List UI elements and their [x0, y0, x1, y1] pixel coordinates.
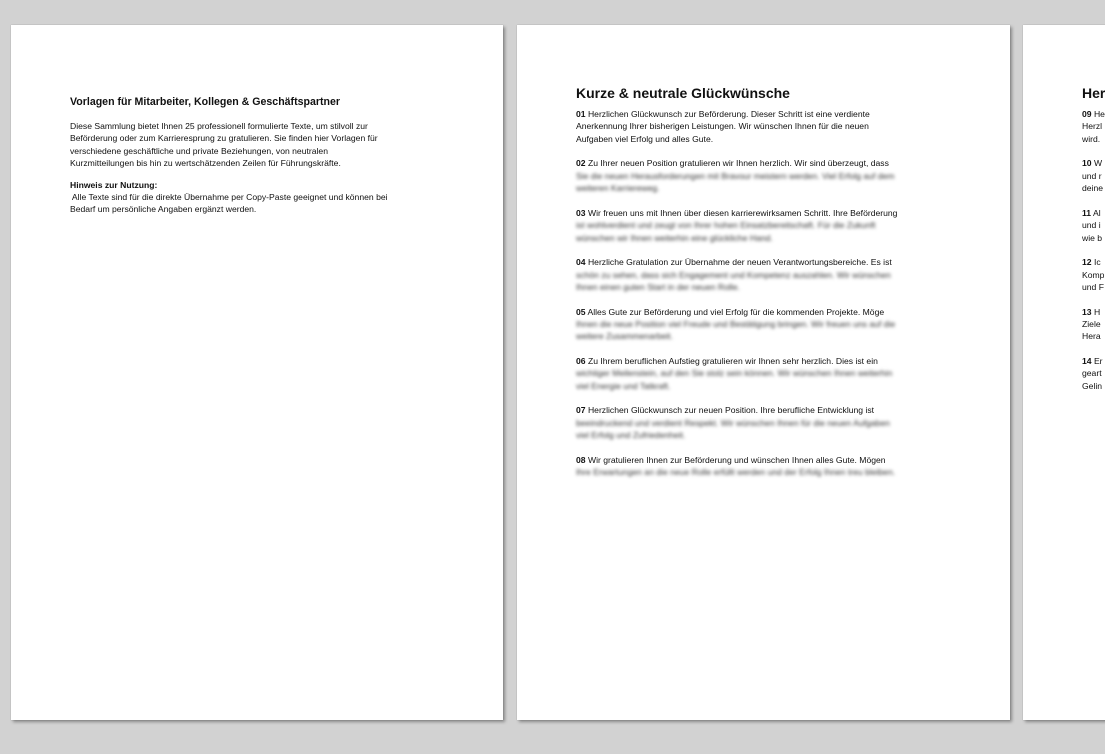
- entry-line: Aufgaben viel Erfolg und alles Gute.: [576, 133, 714, 144]
- entry-line: wie b: [1082, 232, 1103, 243]
- entry-text: W: [1093, 158, 1103, 169]
- greeting-entry: [1082, 157, 1105, 194]
- entry-line: Gelin: [1082, 380, 1103, 391]
- section-heading: Kurze & neutrale Glückwünsche: [576, 85, 790, 101]
- document-page-3: [1023, 25, 1105, 720]
- greeting-entry: [1082, 355, 1105, 392]
- entry-line: und i: [1082, 220, 1101, 231]
- entry-number: 14: [1082, 356, 1092, 367]
- entry-text: Wir gratulieren Ihnen zur Beförderung und wünschen Ihnen alles Gute. Mögen: [587, 454, 886, 465]
- entry-blurred-line: weitere Zusammenarbeit.: [576, 331, 673, 342]
- greeting-entry: [576, 256, 956, 293]
- entry-text: H: [1093, 306, 1101, 317]
- usage-note-title: Hinweis zur Nutzung:: [70, 179, 158, 190]
- greeting-entry: [576, 108, 956, 145]
- entry-first-line: [576, 454, 956, 466]
- entry-blurred-line: ist wohlverdient und zeugt von Ihrer hohen Einsatzbereitschaft. Für die Zukunft: [576, 220, 876, 231]
- entry-line: [1082, 207, 1105, 219]
- greeting-entry: [576, 454, 956, 479]
- entry-first-line: [576, 207, 956, 219]
- greeting-entry: [1082, 306, 1105, 343]
- entry-number: 02: [576, 158, 586, 169]
- entry-line: Komp: [1082, 269, 1105, 280]
- entry-number: 04: [576, 257, 586, 268]
- entry-number: 05: [576, 306, 586, 317]
- entry-first-line: [576, 404, 956, 416]
- entry-number: 10: [1082, 158, 1092, 169]
- entry-blurred-line: Ihnen einen guten Start in der neuen Rolle.: [576, 282, 740, 293]
- entry-blurred-line: weiteren Karriereweg.: [576, 183, 660, 194]
- entry-first-line: [576, 157, 956, 169]
- entry-number: 01: [576, 109, 586, 119]
- usage-note: [70, 179, 450, 216]
- greeting-entry: [576, 306, 956, 343]
- entry-first-line: [576, 256, 956, 268]
- usage-note-line: Alle Texte sind für die direkte Übernahme per Copy-Paste geeignet und können bei: [70, 192, 388, 203]
- entry-blurred-line: viel Energie und Tatkraft.: [576, 380, 671, 391]
- entry-text: Zu Ihrem beruflichen Aufstieg gratulieren wir Ihnen sehr herzlich. Dies ist ein: [587, 356, 878, 367]
- intro-line: verschiedene geschäftliche und private Beziehungen, von neutralen: [70, 145, 328, 156]
- page-3-content: [1082, 84, 1105, 404]
- entry-line: Ziele: [1082, 319, 1101, 330]
- entry-line: Hera: [1082, 331, 1101, 342]
- entry-blurred-line: beeindruckend und verdient Respekt. Wir wünschen Ihnen für die neuen Aufgaben: [576, 417, 890, 428]
- entry-line: [1082, 256, 1105, 268]
- entry-text: Wir freuen uns mit Ihnen über diesen karrierewirksamen Schritt. Ihre Beförderung: [587, 207, 898, 218]
- entry-blurred-line: Ihnen die neue Position viel Freude und Bestätigung bringen. Wir freuen uns auf die: [576, 319, 896, 330]
- intro-line: Diese Sammlung bietet Ihnen 25 professionell formulierte Texte, um stilvoll zur: [70, 121, 368, 131]
- usage-note-line: Bedarf um persönliche Angaben ergänzt werden.: [70, 204, 257, 215]
- entry-text: Ic: [1093, 257, 1101, 268]
- intro-line: Kurzmitteilungen bis hin zu wertschätzenden Zeilen für Führungskräfte.: [70, 158, 341, 169]
- intro-line: Beförderung oder zum Karrieresprung zu gratulieren. Sie finden hier Vorlagen für: [70, 133, 378, 144]
- page-2-content: [576, 84, 956, 491]
- section-heading: Vorlagen für Mitarbeiter, Kollegen & Geschäftspartner: [70, 96, 341, 108]
- entry-line: Herzl: [1082, 121, 1103, 132]
- entry-line: wird.: [1082, 133, 1101, 144]
- greeting-entry: [576, 355, 956, 392]
- entry-blurred-line: wichtiger Meilenstein, auf den Sie stolz sein können. Wir wünschen Ihnen weiterhin: [576, 368, 893, 379]
- document-page-2: [517, 25, 1010, 720]
- greeting-entry: [576, 157, 956, 194]
- entry-number: 13: [1082, 306, 1092, 317]
- entry-first-line: [576, 108, 956, 120]
- entry-line: und F: [1082, 282, 1104, 293]
- greeting-entry: [1082, 207, 1105, 244]
- entry-blurred-line: schön zu sehen, dass sich Engagement und Kompetenz auszahlen. Wir wünschen: [576, 269, 891, 280]
- entry-line: [1082, 157, 1105, 169]
- entry-number: 08: [576, 454, 586, 465]
- entry-text: Herzlichen Glückwunsch zur neuen Position. Ihre berufliche Entwicklung ist: [587, 405, 875, 416]
- greeting-entry: [1082, 108, 1105, 145]
- greeting-entry: [1082, 256, 1105, 293]
- greeting-entry: [576, 404, 956, 441]
- entry-text: Zu Ihrer neuen Position gratulieren wir Ihnen herzlich. Wir sind überzeugt, dass: [587, 158, 889, 169]
- section-heading: Her: [1082, 85, 1105, 101]
- entry-line: [1082, 108, 1105, 120]
- entry-line: und r: [1082, 170, 1102, 181]
- document-page-1: [11, 25, 503, 720]
- entry-number: 12: [1082, 257, 1092, 268]
- entry-line: deine: [1082, 183, 1104, 194]
- entry-line: geart: [1082, 368, 1102, 379]
- entry-number: 03: [576, 207, 586, 218]
- entry-number: 06: [576, 356, 586, 367]
- entry-text: Alles Gute zur Beförderung und viel Erfolg für die kommenden Projekte. Möge: [587, 306, 885, 317]
- entry-number: 09: [1082, 109, 1092, 119]
- entry-text: Herzliche Gratulation zur Übernahme der neuen Verantwortungsbereiche. Es ist: [587, 257, 892, 268]
- entry-blurred-line: Sie die neuen Herausforderungen mit Bravour meistern werden. Viel Erfolg auf dem: [576, 170, 895, 181]
- page-1-content: [70, 95, 450, 216]
- entry-text: He: [1093, 109, 1105, 119]
- entry-line: Anerkennung Ihrer bisherigen Leistungen. Wir wünschen Ihnen für die neuen: [576, 121, 869, 132]
- entry-first-line: [576, 355, 956, 367]
- entry-line: [1082, 355, 1105, 367]
- entry-line: [1082, 306, 1105, 318]
- intro-paragraph: [70, 120, 450, 170]
- entry-first-line: [576, 306, 956, 318]
- entry-number: 11: [1082, 207, 1092, 218]
- entry-blurred-line: Ihre Erwartungen an die neue Rolle erfüllt werden und der Erfolg Ihnen treu bleiben.: [576, 467, 896, 478]
- entry-blurred-line: viel Erfolg und Zufriedenheit.: [576, 430, 686, 441]
- greeting-entry: [576, 207, 956, 244]
- entry-number: 07: [576, 405, 586, 416]
- entry-text: Er: [1093, 356, 1103, 367]
- entry-text: Herzlichen Glückwunsch zur Beförderung. Dieser Schritt ist eine verdiente: [587, 109, 870, 119]
- entry-blurred-line: wünschen wir Ihnen weiterhin eine glückliche Hand.: [576, 232, 773, 243]
- entry-text: Al: [1093, 207, 1101, 218]
